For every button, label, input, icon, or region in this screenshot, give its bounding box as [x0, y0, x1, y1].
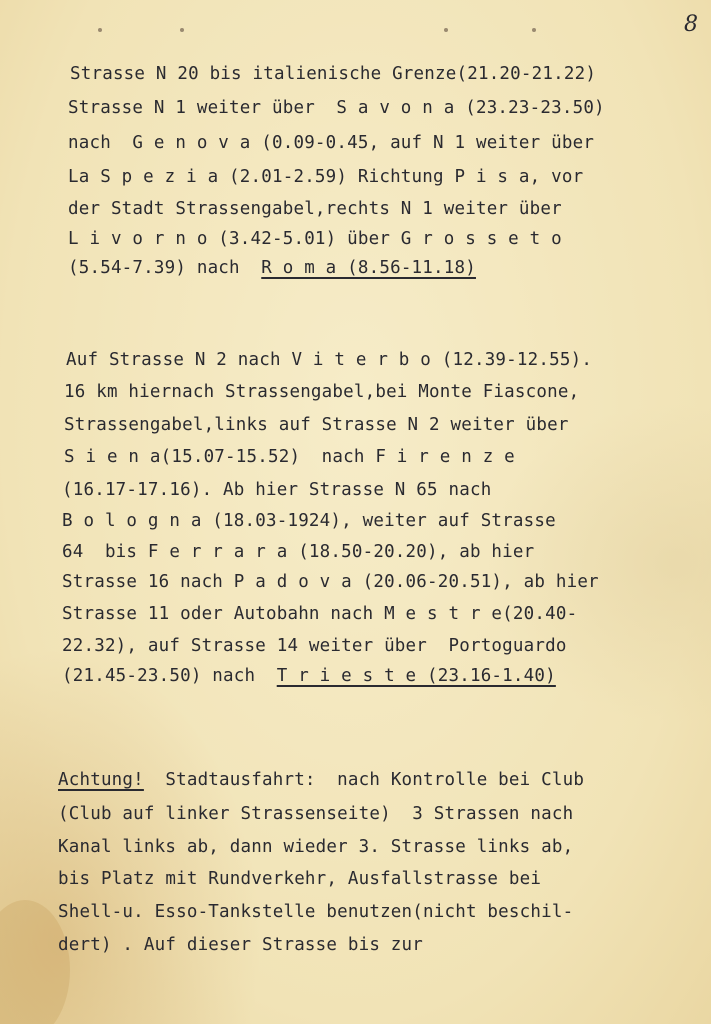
- page-number: 8: [684, 12, 698, 37]
- text-line: Kanal links ab, dann wieder 3. Strasse links ab,: [58, 837, 574, 857]
- text-line: (16.17-17.16). Ab hier Strasse N 65 nach: [62, 480, 492, 500]
- text-line: Strasse 16 nach P a d o v a (20.06-20.51), ab hier: [62, 572, 599, 592]
- text-line: 64 bis F e r r a r a (18.50-20.20), ab hier: [62, 542, 535, 562]
- text-line: bis Platz mit Rundverkehr, Ausfallstrasse bei: [58, 869, 542, 889]
- punch-hole: [180, 28, 184, 32]
- text-line: L i v o r n o (3.42-5.01) über G r o s s e t o: [68, 229, 562, 249]
- text-line: Strasse 11 oder Autobahn nach M e s t r e(20.40-: [62, 604, 578, 624]
- punch-hole: [444, 28, 448, 32]
- text-line: B o l o g n a (18.03-1924), weiter auf Strasse: [62, 511, 556, 531]
- text-line: dert) . Auf dieser Strasse bis zur: [58, 935, 424, 955]
- text-line: La S p e z i a (2.01-2.59) Richtung P i s a, vor: [68, 167, 584, 187]
- text-line: nach G e n o v a (0.09-0.45, auf N 1 weiter über: [68, 133, 595, 153]
- text-line: Shell-u. Esso-Tankstelle benutzen(nicht beschil-: [58, 902, 574, 922]
- text-line: Auf Strasse N 2 nach V i t e r b o (12.39-12.55).: [66, 350, 593, 370]
- text-line: 16 km hiernach Strassengabel,bei Monte Fiascone,: [64, 382, 580, 402]
- text-line: Strasse N 1 weiter über S a v o n a (23.23-23.50): [68, 98, 605, 118]
- text-line: Achtung! Stadtausfahrt: nach Kontrolle bei Club: [58, 770, 585, 790]
- text-line: (5.54-7.39) nach R o m a (8.56-11.18): [68, 258, 476, 278]
- underlined-destination: T r i e s t e (23.16-1.40): [276, 666, 556, 686]
- punch-hole: [532, 28, 536, 32]
- text-line: der Stadt Strassengabel,rechts N 1 weiter über: [68, 199, 562, 219]
- text-line: S i e n a(15.07-15.52) nach F i r e n z e: [64, 447, 515, 467]
- underlined-destination: R o m a (8.56-11.18): [261, 258, 476, 278]
- text-line: 22.32), auf Strasse 14 weiter über Portoguardo: [62, 636, 567, 656]
- text-line: Strassengabel,links auf Strasse N 2 weiter über: [64, 415, 569, 435]
- warning-label: Achtung!: [58, 770, 144, 790]
- text-line: (21.45-23.50) nach T r i e s t e (23.16-1.40): [62, 666, 556, 686]
- text-line: (Club auf linker Strassenseite) 3 Strassen nach: [58, 804, 574, 824]
- punch-hole: [98, 28, 102, 32]
- text-line: Strasse N 20 bis italienische Grenze(21.20-21.22): [70, 64, 597, 84]
